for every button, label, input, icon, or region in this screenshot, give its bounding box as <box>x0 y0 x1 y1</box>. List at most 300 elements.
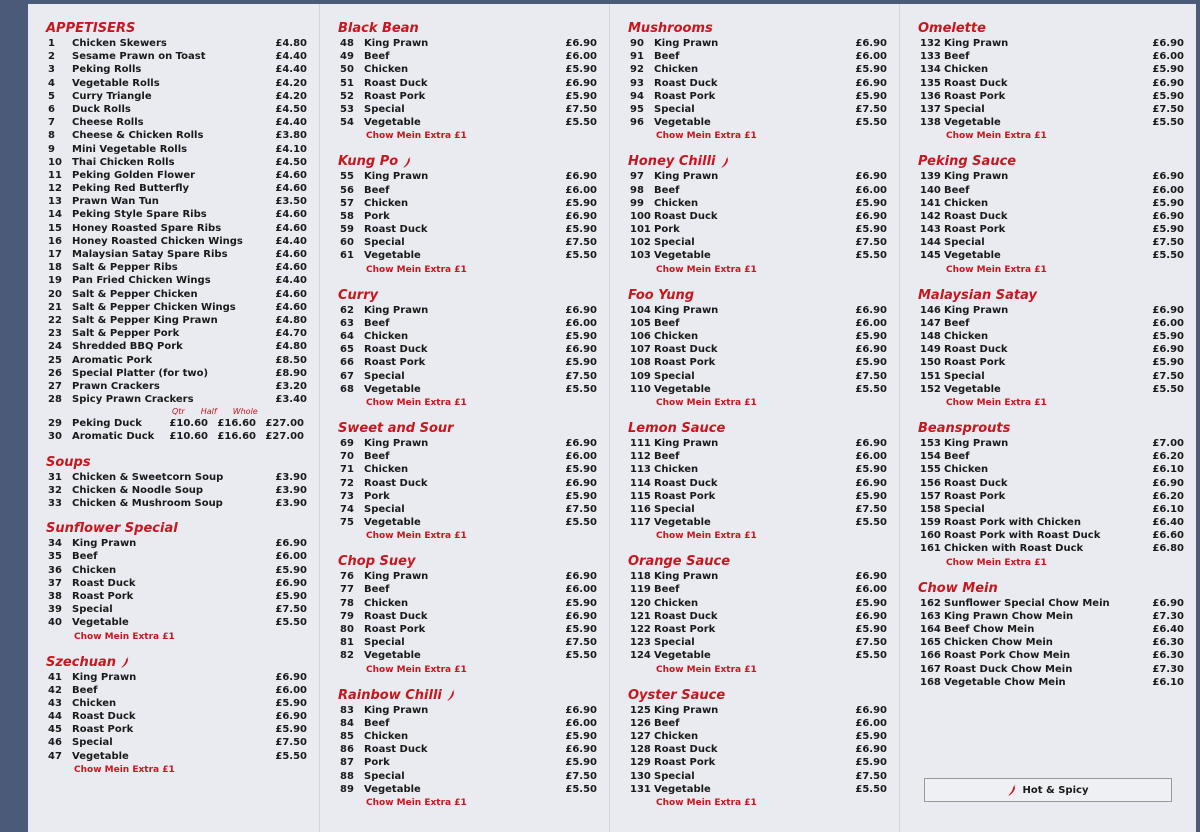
section-title <box>628 553 891 570</box>
item-name: King Prawn Chow Mein <box>944 610 1074 622</box>
item-price: £6.90 <box>565 477 597 489</box>
item-name: King Prawn <box>72 671 137 683</box>
item-name: Beef <box>654 584 680 596</box>
item-number: 45 <box>48 724 62 736</box>
item-price: £5.50 <box>855 117 887 129</box>
chili-icon <box>1008 784 1017 796</box>
menu-item <box>918 170 1188 183</box>
menu-section <box>338 20 601 143</box>
item-price: £4.40 <box>275 51 307 63</box>
item-number: 79 <box>340 610 354 622</box>
item-price: £6.00 <box>565 317 597 329</box>
menu-item <box>628 184 891 197</box>
item-price: £3.80 <box>275 130 307 142</box>
item-price: £6.10 <box>1152 503 1184 515</box>
item-name: Special <box>654 103 695 115</box>
item-price: £6.90 <box>565 744 597 756</box>
item-number: 21 <box>48 301 62 313</box>
item-name: Thai Chicken Rolls <box>72 156 175 168</box>
item-number: 8 <box>48 130 55 142</box>
item-name: Special <box>364 770 405 782</box>
item-name: Vegetable <box>654 517 711 529</box>
menu-item <box>46 736 311 749</box>
menu-item <box>46 484 311 497</box>
item-price: £5.90 <box>855 224 887 236</box>
item-number: 86 <box>340 744 354 756</box>
item-name: King Prawn <box>944 304 1009 316</box>
item-name: Peking Red Butterfly <box>72 183 190 195</box>
item-price: £6.60 <box>1152 530 1184 542</box>
duck-size-headers <box>46 406 311 417</box>
menu-item <box>46 577 311 590</box>
item-price: £5.90 <box>1152 357 1184 369</box>
item-name: Special <box>654 370 695 382</box>
menu-item <box>628 330 891 343</box>
chow-mein-extra-note: Chow Mein Extra £1 <box>366 264 467 275</box>
item-number: 42 <box>48 684 62 696</box>
item-name: King Prawn <box>654 704 719 716</box>
item-number: 48 <box>340 38 354 49</box>
section-title <box>338 287 601 304</box>
item-name: Roast Pork <box>944 490 1006 502</box>
item-name: Chicken <box>654 331 699 342</box>
chow-mein-extra-note: Chow Mein Extra £1 <box>74 764 175 775</box>
item-number: 44 <box>48 711 62 723</box>
menu-item <box>918 249 1188 262</box>
menu-section <box>628 20 891 143</box>
item-name: Special <box>654 503 695 515</box>
menu-item <box>46 235 311 248</box>
item-number: 84 <box>340 717 354 729</box>
item-price: £6.90 <box>855 744 887 756</box>
item-number: 87 <box>340 757 354 769</box>
item-price: £6.90 <box>1152 597 1184 609</box>
section-title-text: Oyster Sauce <box>628 687 726 703</box>
menu-item <box>338 370 601 383</box>
menu-item <box>918 636 1188 649</box>
item-price: £6.90 <box>275 577 307 589</box>
item-number: 132 <box>920 38 941 49</box>
menu-item <box>338 356 601 369</box>
item-number: 83 <box>340 704 354 716</box>
section-title <box>46 20 311 37</box>
item-price: £5.90 <box>275 564 307 576</box>
item-number: 52 <box>340 90 354 102</box>
item-name: Chicken with Roast Duck <box>944 543 1084 555</box>
item-price: £6.90 <box>565 571 597 583</box>
item-price: £6.90 <box>1152 304 1184 316</box>
item-number: 58 <box>340 210 354 222</box>
menu-item <box>46 750 311 763</box>
chow-mein-extra-note: Chow Mein Extra £1 <box>946 397 1047 408</box>
menu-item <box>338 184 601 197</box>
item-name: Vegetable Rolls <box>72 77 160 89</box>
item-number: 113 <box>630 464 651 476</box>
item-number: 24 <box>48 341 62 353</box>
item-name: King Prawn <box>364 171 429 183</box>
item-name: Roast Pork <box>364 90 426 102</box>
item-name: Salt & Pepper Pork <box>72 328 180 340</box>
item-number: 80 <box>340 624 354 635</box>
menu-item <box>918 304 1188 317</box>
menu-item <box>338 743 601 756</box>
item-number: 17 <box>48 249 62 260</box>
item-name: Roast Duck <box>364 744 428 756</box>
item-number: 118 <box>630 571 651 583</box>
item-number: 121 <box>630 610 651 622</box>
item-price: £5.90 <box>565 490 597 502</box>
hot-spicy-legend <box>924 778 1172 802</box>
item-number: 66 <box>340 357 354 369</box>
item-price: £6.10 <box>1152 676 1184 688</box>
section-title-text: Malaysian Satay <box>918 287 1037 303</box>
item-price: £5.90 <box>565 331 597 342</box>
item-price: £7.50 <box>275 604 307 616</box>
item-name: Beef <box>654 717 680 729</box>
item-number: 148 <box>920 331 941 342</box>
item-number: 129 <box>630 757 651 769</box>
item-price: £5.50 <box>565 117 597 129</box>
item-name: Chicken <box>364 64 409 76</box>
menu-item <box>338 236 601 249</box>
size-header: Qtr <box>172 407 185 417</box>
item-number: 35 <box>48 551 62 563</box>
item-price: £3.50 <box>275 196 307 208</box>
section-title <box>46 454 311 471</box>
chow-mein-extra-note: Chow Mein Extra £1 <box>656 131 757 142</box>
item-price: £4.50 <box>275 103 307 115</box>
item-price: £4.60 <box>275 249 307 260</box>
menu-item <box>46 354 311 367</box>
item-number: 38 <box>48 590 62 602</box>
menu-item <box>46 684 311 697</box>
chili-icon <box>403 156 412 168</box>
item-price: £7.50 <box>565 237 597 249</box>
item-price: £7.50 <box>855 103 887 115</box>
section-title-text: Foo Yung <box>628 287 695 303</box>
item-name: Honey Roasted Spare Ribs <box>72 222 222 234</box>
item-name: Special <box>944 370 985 382</box>
item-number: 27 <box>48 380 62 392</box>
item-number: 158 <box>920 503 941 515</box>
section-title-text: Orange Sauce <box>628 554 731 570</box>
item-price: £6.00 <box>565 51 597 63</box>
item-price: £6.90 <box>855 171 887 183</box>
item-price: £6.00 <box>275 551 307 563</box>
item-name: Roast Pork <box>364 357 426 369</box>
item-number: 143 <box>920 224 941 236</box>
section-title <box>628 153 891 170</box>
chow-mein-extra-note: Chow Mein Extra £1 <box>366 131 467 142</box>
item-number: 147 <box>920 317 941 329</box>
menu-item <box>918 477 1188 490</box>
section-title <box>918 420 1188 437</box>
item-price: £4.40 <box>275 275 307 287</box>
item-number: 149 <box>920 344 941 356</box>
item-name: Special <box>364 370 405 382</box>
item-number: 106 <box>630 331 651 342</box>
item-number: 161 <box>920 543 941 555</box>
item-name: Vegetable <box>364 517 421 529</box>
item-name: Beef <box>364 51 390 63</box>
item-price: £5.90 <box>565 464 597 476</box>
item-name: King Prawn <box>944 38 1009 49</box>
menu-item <box>628 116 891 129</box>
item-price: £5.50 <box>565 783 597 795</box>
menu-item <box>46 222 311 235</box>
item-number: 107 <box>630 344 651 356</box>
item-name: Roast Pork with Roast Duck <box>944 530 1101 542</box>
menu-item <box>338 50 601 63</box>
item-name: Special <box>72 737 113 749</box>
item-name: King Prawn <box>364 38 429 49</box>
item-price: £6.40 <box>1152 517 1184 529</box>
menu-item <box>918 676 1188 689</box>
item-price: £5.90 <box>565 757 597 769</box>
item-price: £4.60 <box>275 183 307 195</box>
item-number: 53 <box>340 103 354 115</box>
menu-item <box>628 383 891 396</box>
item-price: £7.50 <box>855 770 887 782</box>
item-price: £7.50 <box>1152 237 1184 249</box>
item-name: Chicken <box>364 331 409 342</box>
menu-item <box>338 210 601 223</box>
item-price: £4.80 <box>275 341 307 353</box>
duck-item <box>46 417 311 430</box>
section-title <box>918 153 1188 170</box>
item-name: Roast Duck <box>72 577 136 589</box>
item-price: £4.40 <box>275 235 307 247</box>
menu-item <box>338 717 601 730</box>
item-name: Malaysian Satay Spare Ribs <box>72 249 228 260</box>
qtr-price: £10.60 <box>169 431 208 443</box>
menu-item <box>918 184 1188 197</box>
item-price: £5.50 <box>275 750 307 762</box>
menu-item <box>918 330 1188 343</box>
item-number: 93 <box>630 77 644 89</box>
item-price: £6.00 <box>275 684 307 696</box>
item-name: Beef <box>364 717 390 729</box>
item-price: £5.50 <box>565 650 597 662</box>
chow-mein-extra-note: Chow Mein Extra £1 <box>656 664 757 675</box>
section-title <box>918 20 1188 37</box>
item-name: King Prawn <box>364 437 429 449</box>
section-title <box>628 20 891 37</box>
item-number: 131 <box>630 783 651 795</box>
item-number: 77 <box>340 584 354 596</box>
section-title <box>628 687 891 704</box>
item-price: £3.90 <box>275 471 307 483</box>
item-price: £5.90 <box>275 724 307 736</box>
item-number: 74 <box>340 503 354 515</box>
item-number: 163 <box>920 610 941 622</box>
item-number: 164 <box>920 624 941 635</box>
menu-item <box>918 356 1188 369</box>
item-number: 103 <box>630 250 651 262</box>
item-number: 11 <box>48 169 62 181</box>
menu-item <box>46 697 311 710</box>
section-title-text: Mushrooms <box>628 21 713 36</box>
menu-section <box>46 20 311 444</box>
item-price: £5.90 <box>1152 90 1184 102</box>
menu-item <box>918 450 1188 463</box>
chow-mein-extra-note: Chow Mein Extra £1 <box>656 797 757 808</box>
section-title-text: Kung Po <box>338 154 399 170</box>
item-price: £5.90 <box>855 597 887 609</box>
item-number: 96 <box>630 117 644 129</box>
item-number: 47 <box>48 750 62 762</box>
item-price: £6.90 <box>1152 77 1184 89</box>
menu-item <box>338 317 601 330</box>
item-name: Roast Pork <box>654 624 716 635</box>
section-title <box>338 153 601 170</box>
item-number: 32 <box>48 484 62 496</box>
item-number: 49 <box>340 51 354 63</box>
item-number: 165 <box>920 637 941 649</box>
menu-item <box>918 63 1188 76</box>
item-price: £8.50 <box>275 354 307 366</box>
item-price: £6.00 <box>565 184 597 196</box>
item-name: Beef <box>944 451 970 463</box>
item-name: Chicken <box>944 464 989 476</box>
menu-item <box>46 77 311 90</box>
menu-section <box>46 454 311 511</box>
menu-item <box>338 570 601 583</box>
item-number: 76 <box>340 571 354 583</box>
item-name: Roast Pork <box>654 490 716 502</box>
item-price: £5.50 <box>855 250 887 262</box>
item-number: 4 <box>48 77 55 89</box>
item-number: 125 <box>630 704 651 716</box>
menu-item <box>46 103 311 116</box>
item-name: Special <box>364 637 405 649</box>
item-number: 37 <box>48 577 62 589</box>
item-name: Roast Duck <box>364 224 428 236</box>
section-title-text: Sweet and Sour <box>338 420 454 436</box>
item-price: £6.90 <box>855 610 887 622</box>
item-name: Vegetable <box>654 650 711 662</box>
item-price: £6.90 <box>855 344 887 356</box>
section-title <box>338 20 601 37</box>
item-number: 142 <box>920 210 941 222</box>
item-number: 162 <box>920 597 941 609</box>
item-number: 12 <box>48 183 62 195</box>
item-price: £4.70 <box>275 328 307 340</box>
menu-column-1 <box>28 4 320 832</box>
menu-item <box>338 37 601 50</box>
item-number: 90 <box>630 38 644 49</box>
item-name: Chicken Skewers <box>72 38 167 49</box>
item-price: £6.20 <box>1152 490 1184 502</box>
menu-item <box>918 343 1188 356</box>
item-number: 160 <box>920 530 941 542</box>
item-name: Roast Pork <box>944 90 1006 102</box>
menu-section <box>628 153 891 276</box>
item-number: 18 <box>48 262 62 274</box>
item-number: 168 <box>920 676 941 688</box>
section-title-text: Beansprouts <box>918 420 1011 436</box>
menu-item <box>46 550 311 563</box>
item-price: £6.90 <box>565 437 597 449</box>
item-name: Vegetable <box>364 117 421 129</box>
item-price: £6.90 <box>565 704 597 716</box>
item-number: 151 <box>920 370 941 382</box>
item-number: 10 <box>48 156 62 168</box>
menu-section <box>338 553 601 676</box>
menu-section <box>338 420 601 543</box>
size-header: Whole <box>232 407 258 417</box>
item-name: Beef <box>944 51 970 63</box>
menu-item <box>338 503 601 516</box>
item-name: Roast Pork with Chicken <box>944 517 1081 529</box>
item-number: 67 <box>340 370 354 382</box>
menu-item <box>46 564 311 577</box>
item-name: Roast Duck <box>364 477 428 489</box>
menu-item <box>338 610 601 623</box>
item-price: £6.90 <box>565 171 597 183</box>
section-title <box>46 654 311 671</box>
item-name: Chicken <box>72 564 117 576</box>
item-price: £6.00 <box>1152 51 1184 63</box>
menu-item <box>338 383 601 396</box>
menu-section <box>918 580 1188 689</box>
menu-item <box>338 730 601 743</box>
item-price: £7.50 <box>565 503 597 515</box>
item-price: £5.90 <box>855 464 887 476</box>
whole-price: £27.00 <box>265 431 304 443</box>
chow-mein-extra-note: Chow Mein Extra £1 <box>656 397 757 408</box>
menu-item <box>628 463 891 476</box>
item-name: Salt & Pepper Chicken <box>72 288 198 300</box>
item-number: 60 <box>340 237 354 249</box>
section-title <box>918 287 1188 304</box>
item-name: Special <box>72 604 113 616</box>
item-number: 19 <box>48 275 62 287</box>
item-number: 94 <box>630 90 644 102</box>
chow-mein-extra-note: Chow Mein Extra £1 <box>74 631 175 642</box>
item-number: 59 <box>340 224 354 236</box>
item-name: Roast Duck <box>654 210 718 222</box>
item-number: 56 <box>340 184 354 196</box>
menu-item <box>918 223 1188 236</box>
item-number: 1 <box>48 38 55 49</box>
menu-section <box>918 153 1188 276</box>
item-price: £6.00 <box>855 51 887 63</box>
item-name: Special <box>944 103 985 115</box>
item-name: Pan Fried Chicken Wings <box>72 275 211 287</box>
menu-item <box>46 116 311 129</box>
menu-item <box>628 490 891 503</box>
chili-icon <box>121 656 130 668</box>
item-number: 5 <box>48 90 55 102</box>
menu-item <box>338 437 601 450</box>
menu-item <box>338 63 601 76</box>
section-title-text: Black Bean <box>338 21 419 36</box>
section-title <box>338 553 601 570</box>
item-name: Beef <box>654 451 680 463</box>
item-number: 20 <box>48 288 62 300</box>
menu-item <box>338 197 601 210</box>
item-name: Prawn Crackers <box>72 380 160 392</box>
item-name: Beef <box>654 51 680 63</box>
item-name: Beef <box>364 184 390 196</box>
section-title-text: Curry <box>338 287 379 303</box>
item-number: 28 <box>48 394 62 406</box>
item-price: £5.90 <box>1152 331 1184 342</box>
item-price: £4.40 <box>275 64 307 76</box>
menu-item <box>338 516 601 529</box>
item-price: £6.90 <box>275 711 307 723</box>
